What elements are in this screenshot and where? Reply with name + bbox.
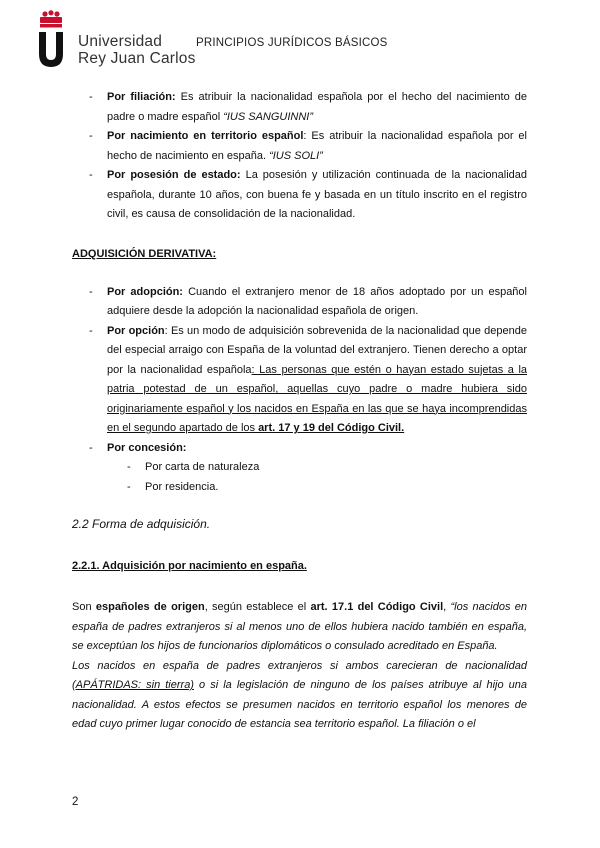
page-content bbox=[72, 88, 527, 735]
para-quote: o si la legislación de ninguno de los países atribuye al hijo una nacionalidad. A estos efectos se presumen nacidos en territorio español los menores de edad cuyo primer lugar conocido de estancia sea territorio español. La filiación o el bbox=[72, 679, 528, 730]
derivativa-list bbox=[72, 283, 527, 459]
item-term: Por concesión: bbox=[107, 441, 187, 454]
bullet-dash: - bbox=[89, 441, 93, 454]
para-quote: “los nacidos en españa de padres extranjeros si al menos uno de ellos hubiera nacido también en españa, se exceptúan los hijos de funcionarios diplomáticos o consulado acreditado en España. bbox=[72, 601, 527, 652]
item-text: La posesión y utilización continuada de la nacionalidad española, durante 10 años, con buena fe y basada en un título inscrito en el registro civil, es causa de consolidación de la nacionalidad. bbox=[107, 169, 528, 220]
sublist-text: Por residencia. bbox=[145, 480, 219, 493]
logo-line-1: Universidad bbox=[78, 33, 163, 50]
para-quote: Los nacidos en españa de padres extranjeros si ambos carecieran de nacionalidad bbox=[72, 659, 527, 672]
list-item bbox=[72, 127, 527, 166]
item-term: Por adopción: bbox=[107, 285, 183, 298]
item-latin: “IUS SANGUINNI” bbox=[223, 110, 314, 123]
item-text: : Es un modo de adquisición sobrevenida de la nacionalidad que depende del especial arraigo con España de la voluntad del extranjero. Tienen derecho a optar por la nacionalidad española bbox=[107, 324, 527, 376]
bullet-dash: - bbox=[89, 91, 93, 103]
derivativa-heading: ADQUISICIÓN DERIVATIVA: bbox=[72, 247, 217, 260]
para-quote-underlined: (APÁTRIDAS: sin tierra) bbox=[72, 679, 194, 691]
item-latin: “IUS SOLI” bbox=[269, 149, 323, 162]
bullet-dash: - bbox=[89, 169, 93, 181]
item-term: Por filiación: bbox=[107, 91, 176, 103]
item-text: Cuando el extranjero menor de 18 años adoptado por un español adquiere desde la adopción la nacionalidad española de origen. bbox=[107, 285, 527, 317]
sublist-item bbox=[72, 458, 527, 478]
sublist-item bbox=[72, 478, 527, 498]
item-term: Por opción bbox=[107, 324, 165, 337]
university-name bbox=[78, 33, 196, 67]
university-logo-icon bbox=[36, 10, 66, 68]
bullet-dash: - bbox=[89, 130, 93, 142]
logo-line-2: Rey Juan Carlos bbox=[78, 50, 196, 67]
item-term: Por posesión de estado: bbox=[107, 169, 241, 181]
subsection-title: 2.2 Forma de adquisición. bbox=[72, 517, 211, 531]
list-item bbox=[72, 88, 527, 127]
page-number: 2 bbox=[72, 796, 79, 808]
item-term: Por nacimiento en territorio español bbox=[107, 130, 304, 142]
item-text: : Es atribuir la nacionalidad española por el hecho de nacimiento en españa. bbox=[107, 130, 527, 162]
subsubsection-title: 2.2.1. Adquisición por nacimiento en españa. bbox=[72, 560, 307, 572]
concesion-sublist bbox=[72, 458, 527, 497]
originaria-list bbox=[72, 88, 527, 225]
sublist-text: Por carta de naturaleza bbox=[145, 461, 260, 473]
bullet-dash: - bbox=[127, 461, 131, 473]
list-item bbox=[72, 439, 527, 459]
list-item bbox=[72, 322, 527, 439]
item-text: Es atribuir la nacionalidad española por el hecho del nacimiento de padre o madre español bbox=[107, 91, 527, 123]
bullet-dash: - bbox=[127, 480, 131, 493]
list-item bbox=[72, 166, 527, 225]
body-paragraph bbox=[72, 598, 527, 735]
para-bold-term: españoles de origen bbox=[95, 601, 205, 613]
para-text: , bbox=[443, 601, 451, 613]
para-text: , según establece el bbox=[204, 601, 311, 613]
bullet-dash: - bbox=[89, 324, 93, 337]
item-underlined-text: : Las personas que estén o hayan estado sujetas a la patria potestad de un español, aquellas cuyo padre o madre hubiera sido originariamente español y los nacidos en España en las que se haya incomprendidas en el segundo apartado de los bbox=[107, 363, 528, 434]
list-item bbox=[72, 283, 527, 322]
para-article-ref: art. 17.1 del Código Civil bbox=[310, 601, 444, 613]
para-text: Son bbox=[72, 601, 96, 613]
document-title: PRINCIPIOS JURÍDICOS BÁSICOS bbox=[196, 37, 388, 49]
page-header bbox=[36, 10, 576, 70]
bullet-dash: - bbox=[89, 285, 93, 298]
item-article-ref: art. 17 y 19 del Código Civil. bbox=[258, 422, 405, 434]
